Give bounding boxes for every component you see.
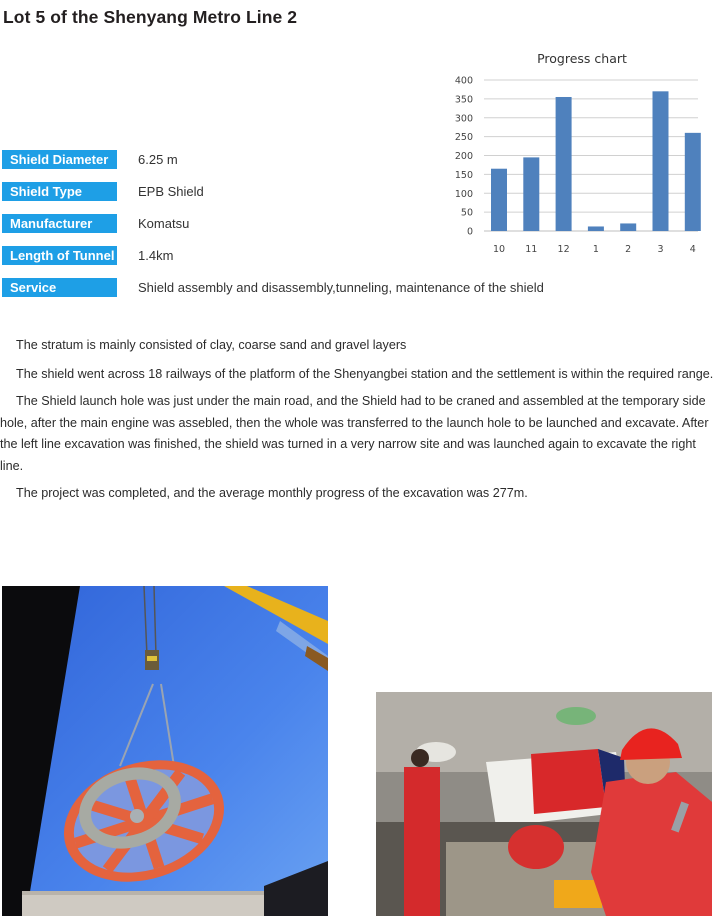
photo-crane-lifting-cutterhead	[2, 586, 328, 916]
paragraph-stratum: The stratum is mainly consisted of clay, coarse sand and gravel layers	[16, 338, 407, 352]
chart-bar-2	[620, 223, 636, 231]
chart-x-tick-label: 12	[557, 244, 570, 255]
page-title: Lot 5 of the Shenyang Metro Line 2	[3, 7, 298, 27]
spec-label-shield-diameter: Shield Diameter	[2, 150, 117, 169]
chart-bar-10	[491, 169, 507, 231]
chart-x-tick-label: 2	[625, 244, 632, 255]
progress-chart	[440, 44, 720, 266]
chart-y-tick-label: 350	[454, 94, 473, 106]
chart-y-tick-label: 0	[466, 226, 473, 238]
spec-value-manufacturer: Komatsu	[138, 216, 190, 231]
chart-y-tick-label: 150	[454, 169, 473, 181]
chart-x-tick-label: 4	[689, 244, 696, 255]
chart-y-tick-label: 50	[460, 207, 473, 219]
chart-title: Progress chart	[537, 51, 627, 66]
paragraph-completion: The project was completed, and the average monthly progress of the excavation was 277m.	[16, 486, 528, 500]
chart-y-tick-labels	[455, 76, 473, 238]
chart-bar-1	[588, 226, 604, 231]
chart-y-tick-label: 100	[454, 188, 473, 200]
paragraph-launch-hole: The Shield launch hole was just under the main road, and the Shield had to be craned and assembled at the temporary side hole, after the main engine was assebled, then the whole was transferred to the launch hole to be launched and excavate. After the left line excavation was finished, the shield was turned in a very narrow site and was launched again to excavate the right line.	[0, 394, 709, 473]
tunnel-photo-illustration	[376, 692, 712, 916]
spec-value-service: Shield assembly and disassembly,tunneling, maintenance of the shield	[138, 280, 544, 295]
chart-bar-12	[556, 97, 572, 231]
chart-bars	[491, 91, 701, 231]
spec-label-manufacturer: Manufacturer	[2, 214, 117, 233]
chart-x-tick-labels	[493, 244, 696, 255]
paragraph-railways: The shield went across 18 railways of the platform of the Shenyangbei station and the settlement is within the required range.	[16, 367, 714, 381]
chart-x-tick-label: 10	[492, 244, 506, 255]
spec-label-length-of-tunnel: Length of Tunnel	[2, 246, 117, 265]
chart-y-tick-label: 200	[454, 151, 473, 162]
chart-y-tick-label: 250	[454, 132, 473, 144]
spec-label-service: Service	[2, 278, 117, 297]
chart-bar-11	[523, 157, 539, 231]
chart-x-tick-label: 3	[657, 244, 664, 255]
chart-y-tick-label: 300	[454, 113, 473, 125]
chart-y-tick-label: 400	[454, 75, 473, 87]
cutterhead-photo-illustration	[2, 586, 328, 916]
spec-value-shield-type: EPB Shield	[138, 184, 204, 199]
spec-value-shield-diameter: 6.25 m	[138, 152, 178, 167]
chart-x-tick-label: 11	[525, 244, 538, 255]
spec-label-shield-type: Shield Type	[2, 182, 117, 201]
chart-bar-4	[685, 133, 701, 231]
chart-x-tick-label: 1	[592, 244, 599, 255]
chart-bar-3	[653, 91, 669, 231]
photo-workers-inside-tunnel-shield	[376, 692, 712, 916]
spec-value-length-of-tunnel: 1.4km	[138, 248, 174, 263]
